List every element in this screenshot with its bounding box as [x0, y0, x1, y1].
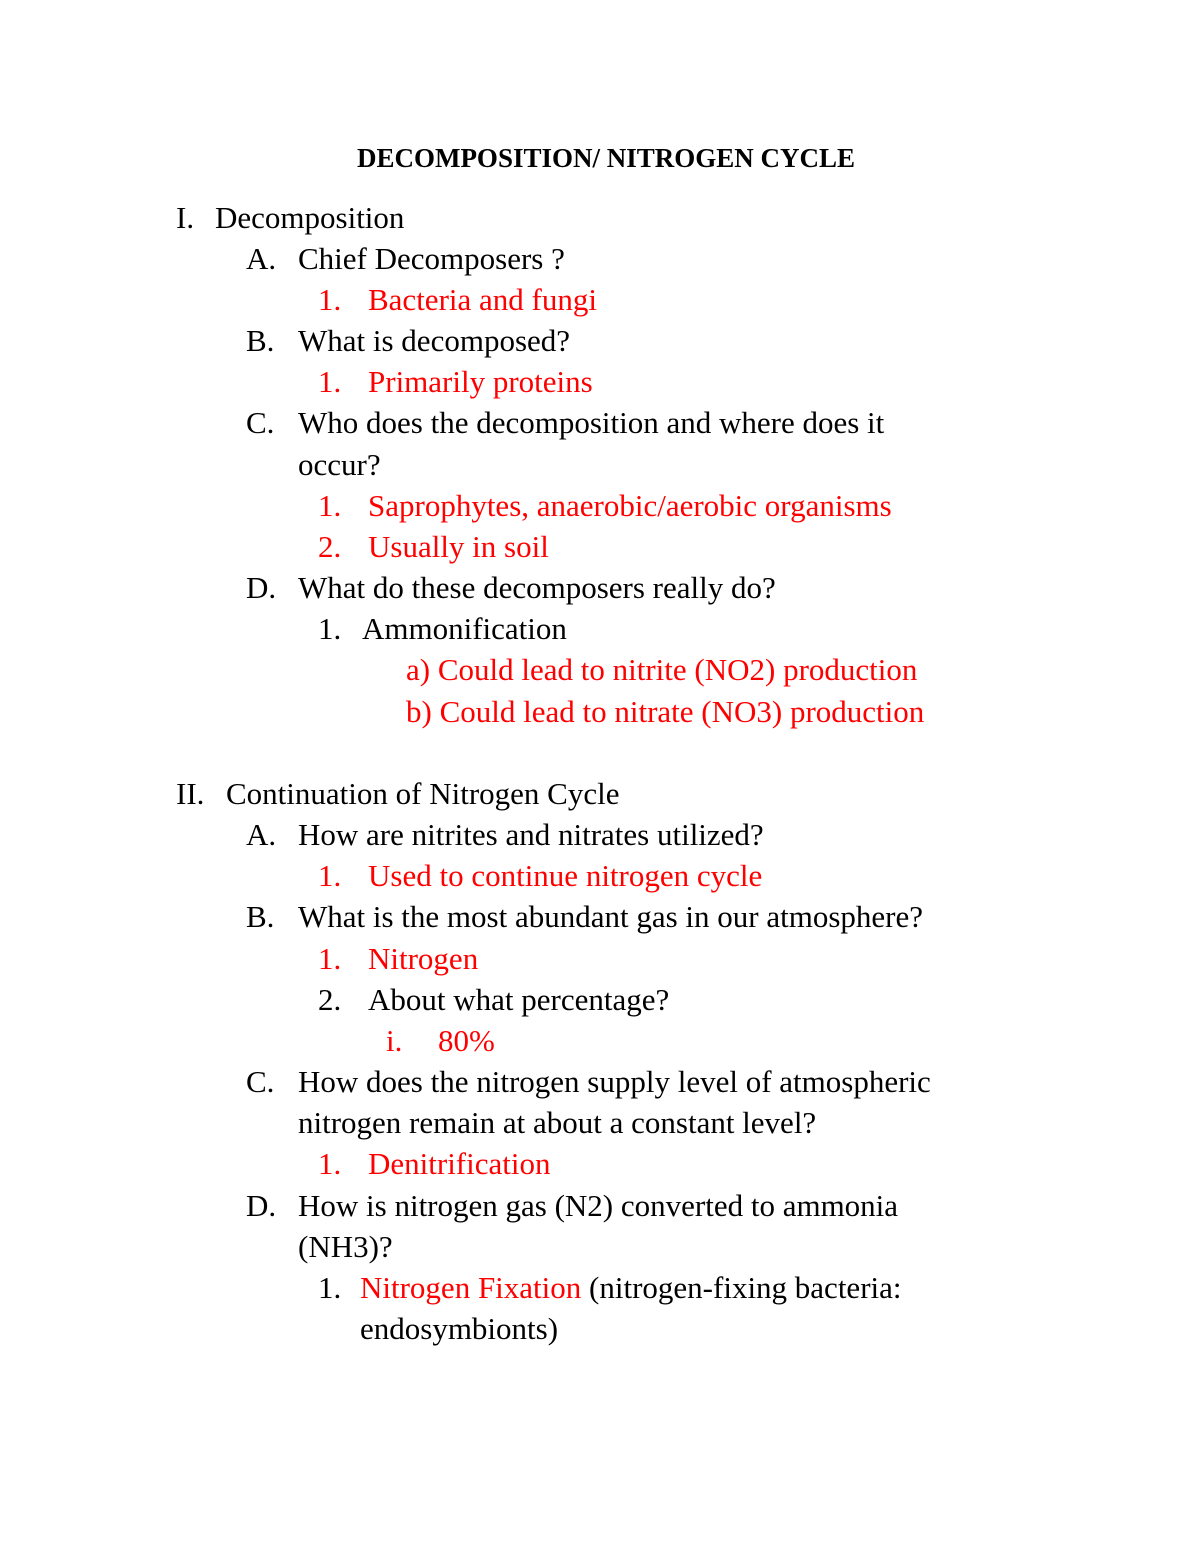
answer-text: Saprophytes, anaerobic/aerobic organisms: [368, 488, 892, 523]
section-marker: II.: [176, 776, 205, 811]
page-title: DECOMPOSITION/ NITROGEN CYCLE: [356, 143, 856, 173]
answer-marker: 1.: [318, 364, 342, 399]
item-text: Ammonification: [362, 611, 567, 646]
outline-item-2c-continued: nitrogen remain at about a constant level?: [298, 1105, 817, 1140]
item-text: How are nitrites and nitrates utilized?: [298, 817, 764, 852]
section-marker: I.: [176, 200, 195, 235]
item-text: What do these decomposers really do?: [298, 570, 776, 605]
item-marker: C.: [246, 1064, 275, 1099]
answer-text: Usually in soil: [368, 529, 549, 564]
item-marker: B.: [246, 323, 275, 358]
item-marker: 1.: [318, 611, 342, 646]
answer-1d-1a: a) Could lead to nitrite (NO2) production: [406, 652, 918, 687]
item-text: How is nitrogen gas (N2) converted to ammonia: [298, 1188, 899, 1223]
item-text: About what percentage?: [368, 982, 670, 1017]
item-marker: A.: [246, 241, 277, 276]
item-marker: D.: [246, 1188, 277, 1223]
answer-marker: 2.: [318, 529, 342, 564]
answer-text: Nitrogen Fixation: [360, 1270, 582, 1305]
answer-marker: i.: [386, 1023, 403, 1058]
answer-marker: 1.: [318, 941, 342, 976]
answer-text: Nitrogen: [368, 941, 479, 976]
item-marker: 1.: [318, 1270, 342, 1305]
section-heading-text: Decomposition: [215, 200, 405, 235]
item-marker: D.: [246, 570, 277, 605]
answer-marker: 1.: [318, 488, 342, 523]
outline-item-2d-continued: (NH3)?: [298, 1229, 393, 1264]
answer-marker: 1.: [318, 858, 342, 893]
answer-text: 80%: [438, 1023, 495, 1058]
item-marker: A.: [246, 817, 277, 852]
item-text: Who does the decomposition and where does it: [298, 405, 885, 440]
answer-text: Bacteria and fungi: [368, 282, 597, 317]
item-text: What is decomposed?: [298, 323, 571, 358]
answer-text: Used to continue nitrogen cycle: [368, 858, 763, 893]
answer-1d-1b: b) Could lead to nitrate (NO3) production: [406, 694, 925, 729]
item-marker: 2.: [318, 982, 342, 1017]
item-content: [360, 1268, 902, 1308]
item-text: Chief Decomposers ?: [298, 241, 565, 276]
outline-item-1c-continued: occur?: [298, 447, 381, 482]
item-text: How does the nitrogen supply level of atmospheric: [298, 1064, 931, 1099]
answer-marker: 1.: [318, 1146, 342, 1181]
outline-item-2d-1-continued: endosymbionts): [360, 1311, 559, 1346]
answer-text: Primarily proteins: [368, 364, 593, 399]
item-marker: B.: [246, 899, 275, 934]
answer-text: Denitrification: [368, 1146, 551, 1181]
answer-marker: 1.: [318, 282, 342, 317]
item-text: What is the most abundant gas in our atmosphere?: [298, 899, 924, 934]
section-heading-text: Continuation of Nitrogen Cycle: [226, 776, 620, 811]
item-text: (nitrogen-fixing bacteria:: [581, 1270, 902, 1305]
item-marker: C.: [246, 405, 275, 440]
